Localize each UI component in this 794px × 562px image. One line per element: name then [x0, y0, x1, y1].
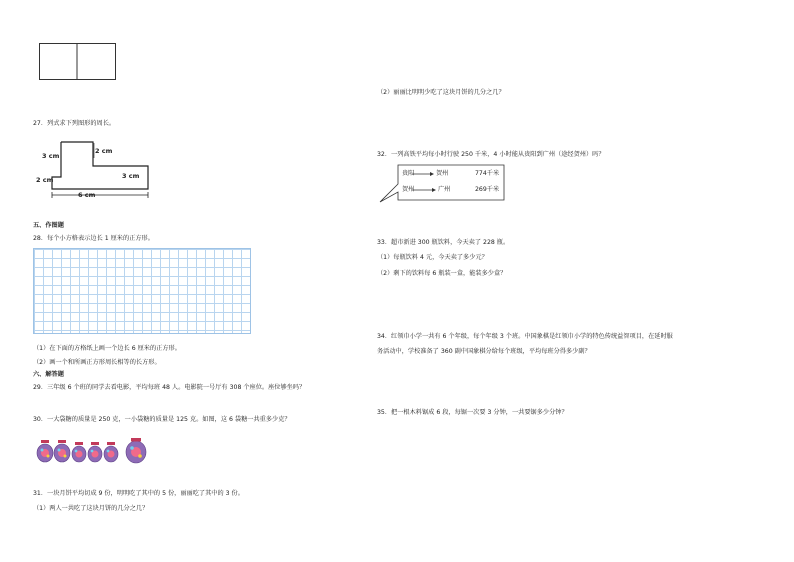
route-row2-distance: 269千米	[475, 186, 500, 193]
question-34-line-1: 34．红领巾小学一共有 6 个年级，每个年级 3 个班。中国象棋是红领巾小学的特色传统益智项目，在延时服	[377, 333, 673, 340]
dim-top: 2 cm	[95, 147, 113, 155]
question-34-line-2: 务活动中，学校准备了 360 副中国象棋分给每个班级，平均每班分得多少副？	[377, 348, 591, 355]
question-28: 28．每个小方格表示边长 1 厘米的正方形。	[33, 235, 154, 242]
question-32: 32．一列高铁平均每小时行驶 250 千米，4 小时能从贵阳到广州（途经贺州）吗？	[377, 151, 605, 158]
route-row2-from: 贺州	[402, 186, 415, 193]
question-28-part-2: （2）画一个和所画正方形周长相等的长方形。	[33, 359, 161, 366]
question-33-part-2: （2）剩下的饮料每 6 瓶装一盒，能装多少盒？	[377, 270, 507, 277]
square-grid-paper[interactable]	[33, 248, 251, 334]
question-35: 35．把一根木料锯成 6 段，每锯一次要 3 分钟，一共要锯多少分钟？	[377, 409, 568, 416]
question-31: 31．一块月饼平均切成 9 份，明明吃了其中的 5 份，丽丽吃了其中的 3 份。	[33, 490, 244, 497]
split-rectangle-figure	[39, 43, 117, 81]
question-30: 30．一大袋糖的质量是 250 克，一小袋糖的质量是 125 克。如图，这 6 袋糖一共重多少克？	[33, 416, 291, 423]
candy-bags-image	[36, 438, 156, 464]
dim-left: 3 cm	[42, 152, 60, 160]
dim-right: 3 cm	[122, 172, 140, 180]
route-row1-from: 贵阳	[402, 170, 415, 177]
route-row1-distance: 774千米	[475, 170, 500, 177]
question-29: 29．三年级 6 个班的同学去看电影，平均每班 48 人。电影院一号厅有 308 个座位。座位够坐吗？	[33, 384, 306, 391]
dim-bottom: 6 cm	[78, 191, 96, 199]
question-27: 27．列式求下列图形的周长。	[33, 120, 116, 127]
question-33: 33．超市新进 300 瓶饮料，今天卖了 228 瓶。	[377, 239, 510, 246]
question-33-part-1: （1）每瓶饮料 4 元，今天卖了多少元？	[377, 254, 488, 261]
route-row2-to: 广州	[438, 186, 451, 193]
section-6-heading: 六、解答题	[33, 371, 64, 378]
question-28-part-1: （1）在下面的方格纸上画一个边长 6 厘米的正方形。	[33, 345, 181, 352]
question-31-part-1: （1）两人一共吃了这块月饼的几分之几？	[33, 505, 149, 512]
dim-bottom-left: 2 cm	[36, 176, 54, 184]
section-5-heading: 五、作图题	[33, 222, 64, 229]
question-31-part-2: （2）丽丽比明明少吃了这块月饼的几分之几？	[377, 89, 505, 96]
route-row1-to: 贺州	[436, 170, 449, 177]
